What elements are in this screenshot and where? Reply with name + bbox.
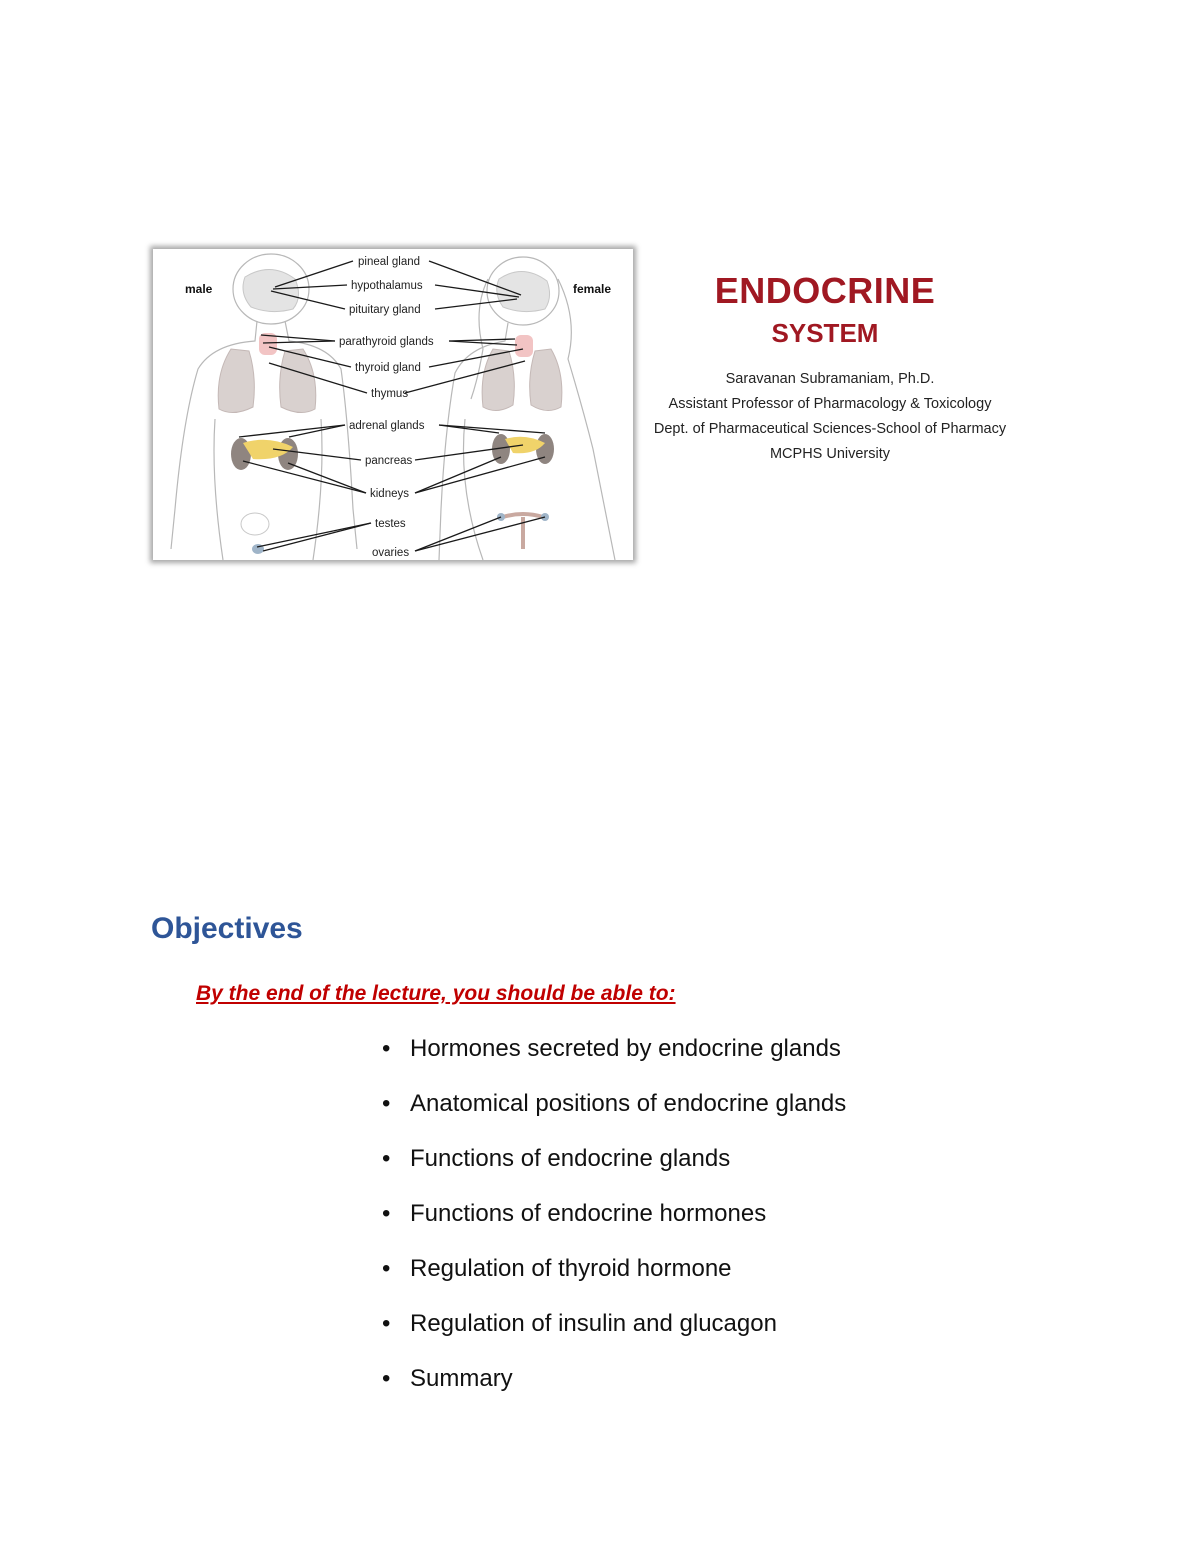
gland-label-thymus: thymus <box>371 388 409 400</box>
list-item <box>382 1195 846 1250</box>
gland-label-pituitary: pituitary gland <box>349 304 421 316</box>
gland-label-ovaries: ovaries <box>372 547 410 559</box>
author-position: Assistant Professor of Pharmacology & Toxicology <box>668 396 992 412</box>
female-body-outline <box>439 257 615 560</box>
author-department: Dept. of Pharmaceutical Sciences-School of Pharmacy <box>653 421 1007 437</box>
gland-label-testes: testes <box>375 518 406 530</box>
endocrine-anatomy-illustration <box>153 249 633 560</box>
list-item-text: Anatomical positions of endocrine glands <box>410 1090 847 1117</box>
bullet-icon: • <box>382 1035 391 1062</box>
list-item <box>382 1250 846 1305</box>
bullet-icon: • <box>382 1310 391 1337</box>
bullet-icon: • <box>382 1365 391 1392</box>
objectives-heading: Objectives <box>151 912 303 945</box>
list-item-text: Functions of endocrine glands <box>410 1145 731 1172</box>
female-label: female <box>573 282 612 296</box>
author-university: MCPHS University <box>769 446 891 462</box>
gland-label-kidneys: kidneys <box>370 488 409 500</box>
objectives-list <box>382 1030 846 1415</box>
gland-label-hypothalamus: hypothalamus <box>351 280 423 292</box>
objectives-intro: By the end of the lecture, you should be able to: <box>196 982 676 1005</box>
list-item-text: Summary <box>410 1365 513 1392</box>
list-item-text: Regulation of thyroid hormone <box>410 1255 732 1282</box>
list-item <box>382 1360 846 1415</box>
list-item <box>382 1030 846 1085</box>
endocrine-anatomy-figure <box>153 249 633 560</box>
gland-label-pancreas: pancreas <box>365 455 413 467</box>
list-item <box>382 1085 846 1140</box>
gland-label-adrenal: adrenal glands <box>349 420 425 432</box>
title-block <box>620 270 1040 467</box>
title-line-2: SYSTEM <box>771 318 879 348</box>
gland-label-parathyroid: parathyroid glands <box>339 336 434 348</box>
bullet-icon: • <box>382 1090 391 1117</box>
list-item-text: Hormones secreted by endocrine glands <box>410 1035 841 1062</box>
bullet-icon: • <box>382 1145 391 1172</box>
author-name: Saravanan Subramaniam, Ph.D. <box>725 371 935 387</box>
list-item-text: Functions of endocrine hormones <box>410 1200 767 1227</box>
male-label: male <box>185 282 213 296</box>
gland-label-thyroid: thyroid gland <box>355 362 421 374</box>
author-info <box>620 367 1040 467</box>
gland-label-pineal: pineal gland <box>358 256 421 268</box>
male-body-outline <box>171 254 357 560</box>
list-item <box>382 1305 846 1360</box>
list-item-text: Regulation of insulin and glucagon <box>410 1310 777 1337</box>
bullet-icon: • <box>382 1200 391 1227</box>
list-item <box>382 1140 846 1195</box>
title-line-1: ENDOCRINE <box>714 270 936 311</box>
bullet-icon: • <box>382 1255 391 1282</box>
